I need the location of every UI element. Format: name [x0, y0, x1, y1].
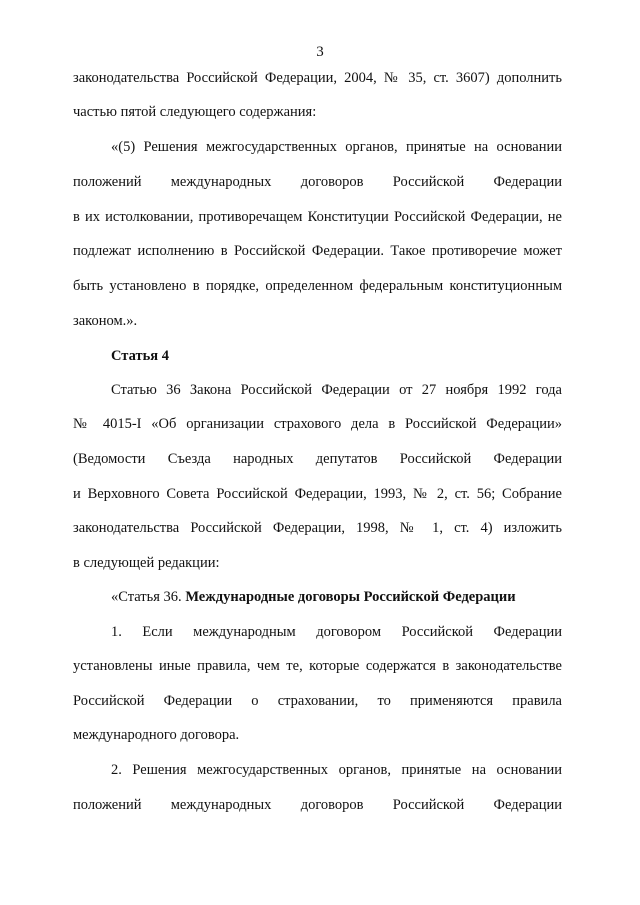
article-36-heading: Международные договоры Российской Федерации [185, 589, 516, 605]
text-line: установлены иные правила, чем те, которые содержатся в законодательстве [73, 658, 562, 674]
text-line: подлежат исполнению в Российской Федерации. Такое противоречие может [73, 243, 562, 259]
text-line: № 4015-I «Об организации страхового дела в Российской Федерации» [73, 416, 562, 432]
text-line: положений международных договоров Российской Федерации [73, 174, 562, 190]
page-number: 3 [316, 44, 324, 60]
text-line: и Верховного Совета Российской Федерации, 1993, № 2, ст. 56; Собрание [73, 486, 562, 502]
text-line: 1. Если международным договором Российской Федерации [111, 624, 562, 640]
text-line: Статью 36 Закона Российской Федерации от 27 ноября 1992 года [111, 382, 562, 398]
text-line: (Ведомости Съезда народных депутатов Российской Федерации [73, 451, 562, 467]
text-line: законодательства Российской Федерации, 2004, № 35, ст. 3607) дополнить [73, 70, 562, 86]
text-line: законодательства Российской Федерации, 1998, № 1, ст. 4) изложить [73, 520, 562, 536]
article-36-label: «Статья 36. [111, 589, 186, 605]
text-line: международного договора. [73, 727, 240, 743]
text-line: быть установлено в порядке, определенном федеральным конституционным [73, 278, 562, 294]
text-line: частью пятой следующего содержания: [73, 104, 317, 120]
text-line: 2. Решения межгосударственных органов, принятые на основании [111, 762, 562, 778]
text-line: «(5) Решения межгосударственных органов, принятые на основании [111, 139, 562, 155]
text-line: в следующей редакции: [73, 555, 220, 571]
article-36-title [111, 587, 562, 607]
text-line: в их истолковании, противоречащем Конституции Российской Федерации, не [73, 209, 562, 225]
text-line: законом.». [73, 313, 138, 329]
text-line: положений международных договоров Российской Федерации [73, 797, 562, 813]
article-heading: Статья 4 [111, 348, 169, 364]
text-line: Российской Федерации о страховании, то применяются правила [73, 693, 562, 709]
